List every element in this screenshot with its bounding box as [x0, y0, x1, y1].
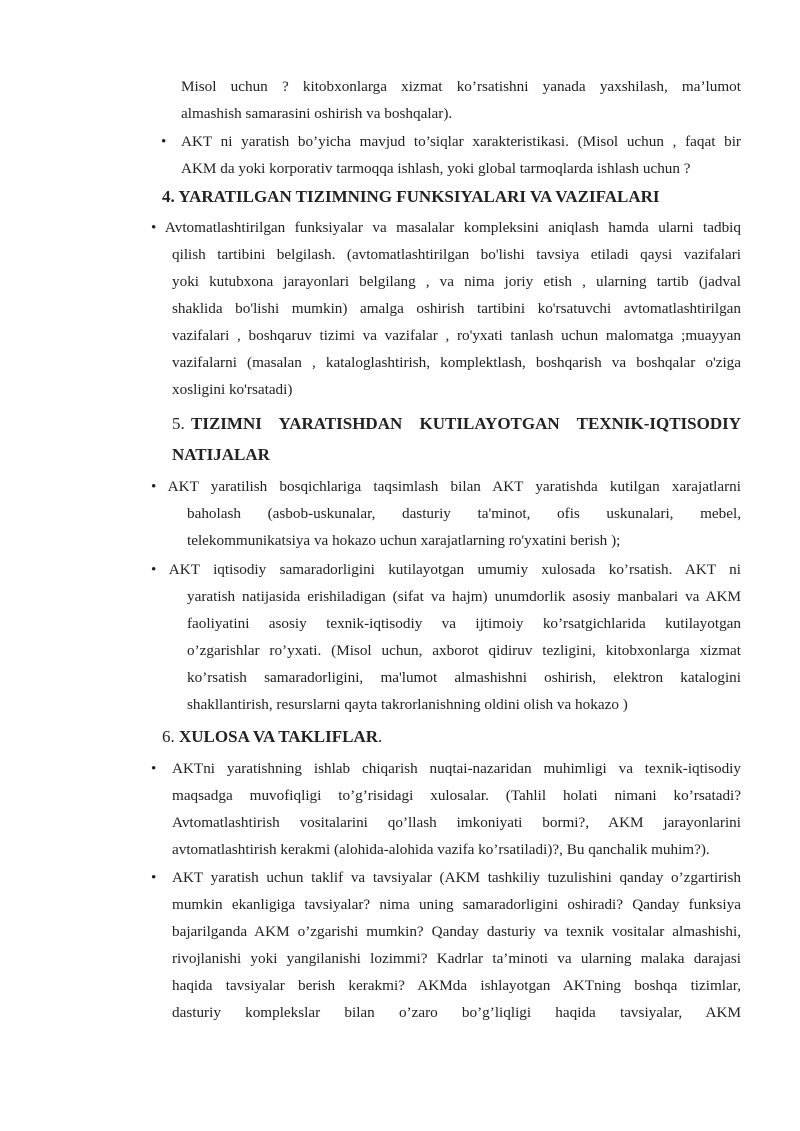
- paragraph-line: almashish samarasini oshirish va boshqalar).: [181, 105, 453, 122]
- paragraph-line: dasturiy komplekslar bilan o’zaro bo’g’liqligi haqida tavsiyalar, AKM: [172, 1004, 741, 1021]
- paragraph-line: • Avtomatlashtirilgan funksiyalar va masalalar kompleksini aniqlash hamda ularni tadbiq: [151, 219, 741, 236]
- paragraph-line: faoliyatini asosiy texnik-iqtisodiy va ijtimoiy ko’rsatgichlarida kutilayotgan: [187, 615, 741, 632]
- paragraph-line: ko’rsatish samaradorligini, ma'lumot almashishni oshirish, elektron katalogini: [187, 669, 741, 686]
- paragraph-line: AKT yaratish uchun taklif va tavsiyalar (AKM tashkiliy tuzulishini qanday o’zgartirish: [172, 869, 741, 886]
- paragraph-line: yoki kutubxona jarayonlari belgilang , va nima joriy etish , ularning tartib (jadval: [172, 273, 741, 290]
- paragraph-line: bajarilganda AKM o’zgarishi mumkin? Qanday dasturiy va texnik vositalar almashishi,: [172, 923, 741, 940]
- paragraph-line: baholash (asbob-uskunalar, dasturiy ta'minot, ofis uskunalari, mebel,: [187, 505, 741, 522]
- paragraph-line: rivojlanishi yoki yangilanishi lozimmi? Kadrlar ta’minoti va ularning malaka darajasi: [172, 950, 741, 967]
- paragraph-line: Avtomatlashtirish vositalarini qo’llash imkoniyati bormi?, AKM jarayonlarini: [172, 814, 741, 831]
- paragraph-line: maqsadga muvofiqligi to’g’risidagi xulosalar. (Tahlil holati nimani ko’rsatadi?: [172, 787, 741, 804]
- paragraph-line: mumkin ekanligiga tavsiyalar? nima uning samaradorligini oshiradi? Qanday funksiya: [172, 896, 741, 913]
- section-6-title: XULOSA VA TAKLIFLAR: [179, 727, 379, 746]
- section-6-number: 6.: [162, 727, 175, 746]
- section-6-heading-end: .: [378, 727, 383, 746]
- paragraph-line: telekommunikatsiya va hokazo uchun xarajatlarning ro'yxatini berish );: [187, 532, 621, 549]
- paragraph-line: AKM da yoki korporativ tarmoqqa ishlash, yoki global tarmoqlarda ishlash uchun ?: [181, 160, 691, 177]
- section-5-heading: TIZIMNI YARATISHDAN KUTILAYOTGAN TEXNIK-IQTISODIY: [191, 414, 741, 433]
- paragraph-line: AKT ni yaratish bo’yicha mavjud to’siqlar xarakteristikasi. (Misol uchun , faqat bir: [181, 133, 741, 150]
- paragraph-line: Misol uchun ? kitobxonlarga xizmat ko’rsatishni yanada yaxshilash, ma’lumot: [181, 78, 741, 95]
- section-5-number: 5.: [172, 414, 185, 433]
- bullet-marker: •: [151, 869, 157, 886]
- paragraph-line: haqida tavsiyalar berish kerakmi? AKMda ishlayotgan AKTning boshqa tizimlar,: [172, 977, 741, 994]
- paragraph-line: • AKT iqtisodiy samaradorligini kutilayotgan umumiy xulosada ko’rsatish. AKT ni: [151, 561, 741, 578]
- bullet-marker: •: [151, 760, 157, 777]
- paragraph-line: vazifalarni (masalan , kataloglashtirish, komplektlash, boshqarish va boshqalar o'ziga: [172, 354, 741, 371]
- bullet-marker: •: [161, 133, 167, 150]
- paragraph-line: yaratish natijasida erishiladigan (sifat va hajm) unumdorlik asosiy manbalari va AKM: [187, 588, 741, 605]
- section-6-heading: [162, 727, 382, 747]
- paragraph-line: avtomatlashtirish kerakmi (alohida-alohida vazifa ko’rsatiladi)?, Bu qanchalik muhim?).: [172, 841, 710, 858]
- paragraph-line: AKTni yaratishning ishlab chiqarish nuqtai-nazaridan muhimligi va texnik-iqtisodiy: [172, 760, 741, 777]
- paragraph-line: vazifalari , boshqaruv tizimi va vazifalar , ro'yxati tanlash uchun malomatga ;muayyan: [172, 327, 741, 344]
- section-4-heading: 4. YARATILGAN TIZIMNING FUNKSIYALARI VA VAZIFALARI: [162, 187, 660, 206]
- paragraph-line: shakllantirish, resurslarni qayta takrorlanishning oldini olish va hokazo ): [187, 696, 628, 713]
- paragraph-line: • AKT yaratilish bosqichlariga taqsimlash bilan AKT yaratishda kutilgan xarajatlarni: [151, 478, 741, 495]
- paragraph-line: o’zgarishlar ro’yxati. (Misol uchun, axborot qidiruv tezligini, kitobxonlarga xizmat: [187, 642, 741, 659]
- paragraph-line: qilish tartibini belgilash. (avtomatlashtirilgan bo'lishi tavsiya etiladi qaysi vazifalari: [172, 246, 741, 263]
- paragraph-line: xosligini ko'rsatadi): [172, 381, 293, 398]
- section-5-heading-cont: NATIJALAR: [172, 445, 270, 464]
- paragraph-line: shaklida bo'lishi mumkin) amalga oshirish tartibini ko'rsatuvchi avtomatlashtirilgan: [172, 300, 741, 317]
